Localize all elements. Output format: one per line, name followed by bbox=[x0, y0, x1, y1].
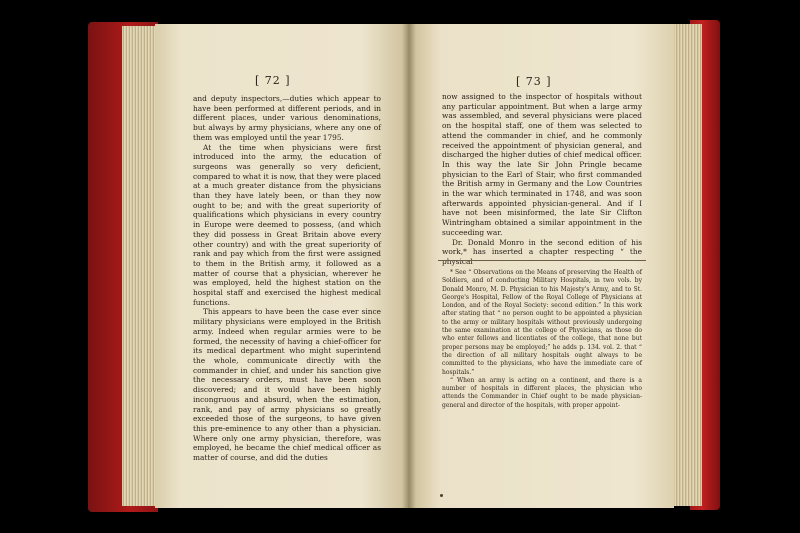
page-edges-left bbox=[122, 26, 158, 506]
footnote-rule bbox=[438, 260, 646, 261]
right-page bbox=[408, 24, 674, 508]
paragraph: This appears to have been the case ever since military physicians were employed in the British army. Indeed when regular armies were to be formed, the necessity of having a chief-officer for its medical department who might superintend the whole, communicate directly with the commander in chief, and under his sanction give the necessary orders, must have been soon discovered; and it would have been highly incongruous and absurd, when the estimation, rank, and pay of army physicians so greatly exceeded those of the surgeons, to have given this pre-eminence to any other than a physician. Where only one army physician, therefore, was employed, he became the chief medical officer as matter of course, and did the duties bbox=[193, 307, 381, 463]
printer-mark bbox=[440, 494, 443, 497]
paragraph: At the time when physicians were first introduced into the army, the education of surgeons was generally so very deficient, compared to what it is now, that they were placed at a much greater distance from the physicians than they have lately been, or than they now ought to be; and with the great superiority of qualifications which physicians in every country in Europe were deemed to possess, (and which they did possess in Great Britain above every other country) and with the great superiority of rank and pay which from the first were assigned to them in the British army, it followed as a matter of course that a physician, wherever he was employed, held the highest station on the hospital staff and exercised the highest medical functions. bbox=[193, 142, 381, 307]
left-page-body bbox=[193, 94, 381, 463]
book-gutter bbox=[402, 24, 416, 508]
paragraph: now assigned to the inspector of hospitals without any particular appointment. But when a large army was assembled, and several physicians were placed on the hospital staff, one of them was selected to attend the commander in chief, and he commonly received the appointment of physician general, and discharged the higher duties of chief medical officer. In this way the late Sir John Pringle became physician to the Earl of Stair, who first commanded the British army in Germany and the Low Countries in the war which terminated in 1748, and was soon afterwards appointed physician-general. And if I have not been misinformed, the late Sir Clifton Wintringham obtained a similar appointment in the succeeding war. bbox=[442, 92, 642, 237]
left-page bbox=[155, 24, 413, 508]
paragraph: Dr. Donald Monro in the second edition of his work,* has inserted a chapter respecting “ the physical bbox=[442, 237, 642, 266]
footnote-block bbox=[442, 269, 642, 410]
right-page-body bbox=[442, 92, 642, 267]
footnote: * See “ Observations on the Means of preserving the Health of Soldiers, and of conducting Military Hospitals, in two vols. by Donald Monro, M. D. Physician to his Majesty's Army, and to St. George's Hospital, Fellow of the Royal College of Physicians at London, and of the Royal Society: second edition.” In this work after stating that “ no person ought to be appointed a physician to the army or military hospitals without previously undergoing the same examination at the college of Physicians, as those do who enter fellows and licentiates of the college, that none but proper persons may be employed;” he adds p. 134. vol. 2. that “ the direction of all military hospitals ought always to be committed to the physicians, who have the immediate care of hospitals.” bbox=[442, 269, 642, 376]
page-edges-right bbox=[672, 24, 702, 506]
footnote: “ When an army is acting on a continent, and there is a number of hospitals in different places, the physician who attends the Commander in Chief ought to be made physician-general and director of the hospitals, with proper appoint- bbox=[442, 376, 642, 409]
paragraph: and deputy inspectors,—duties which appear to have been performed at different periods, and in different places, under various denominations, but always by army physicians, where any one of them was employed until the year 1795. bbox=[193, 94, 381, 142]
page-number-left: [ 72 ] bbox=[255, 74, 291, 87]
page-number-right: [ 73 ] bbox=[516, 75, 552, 88]
